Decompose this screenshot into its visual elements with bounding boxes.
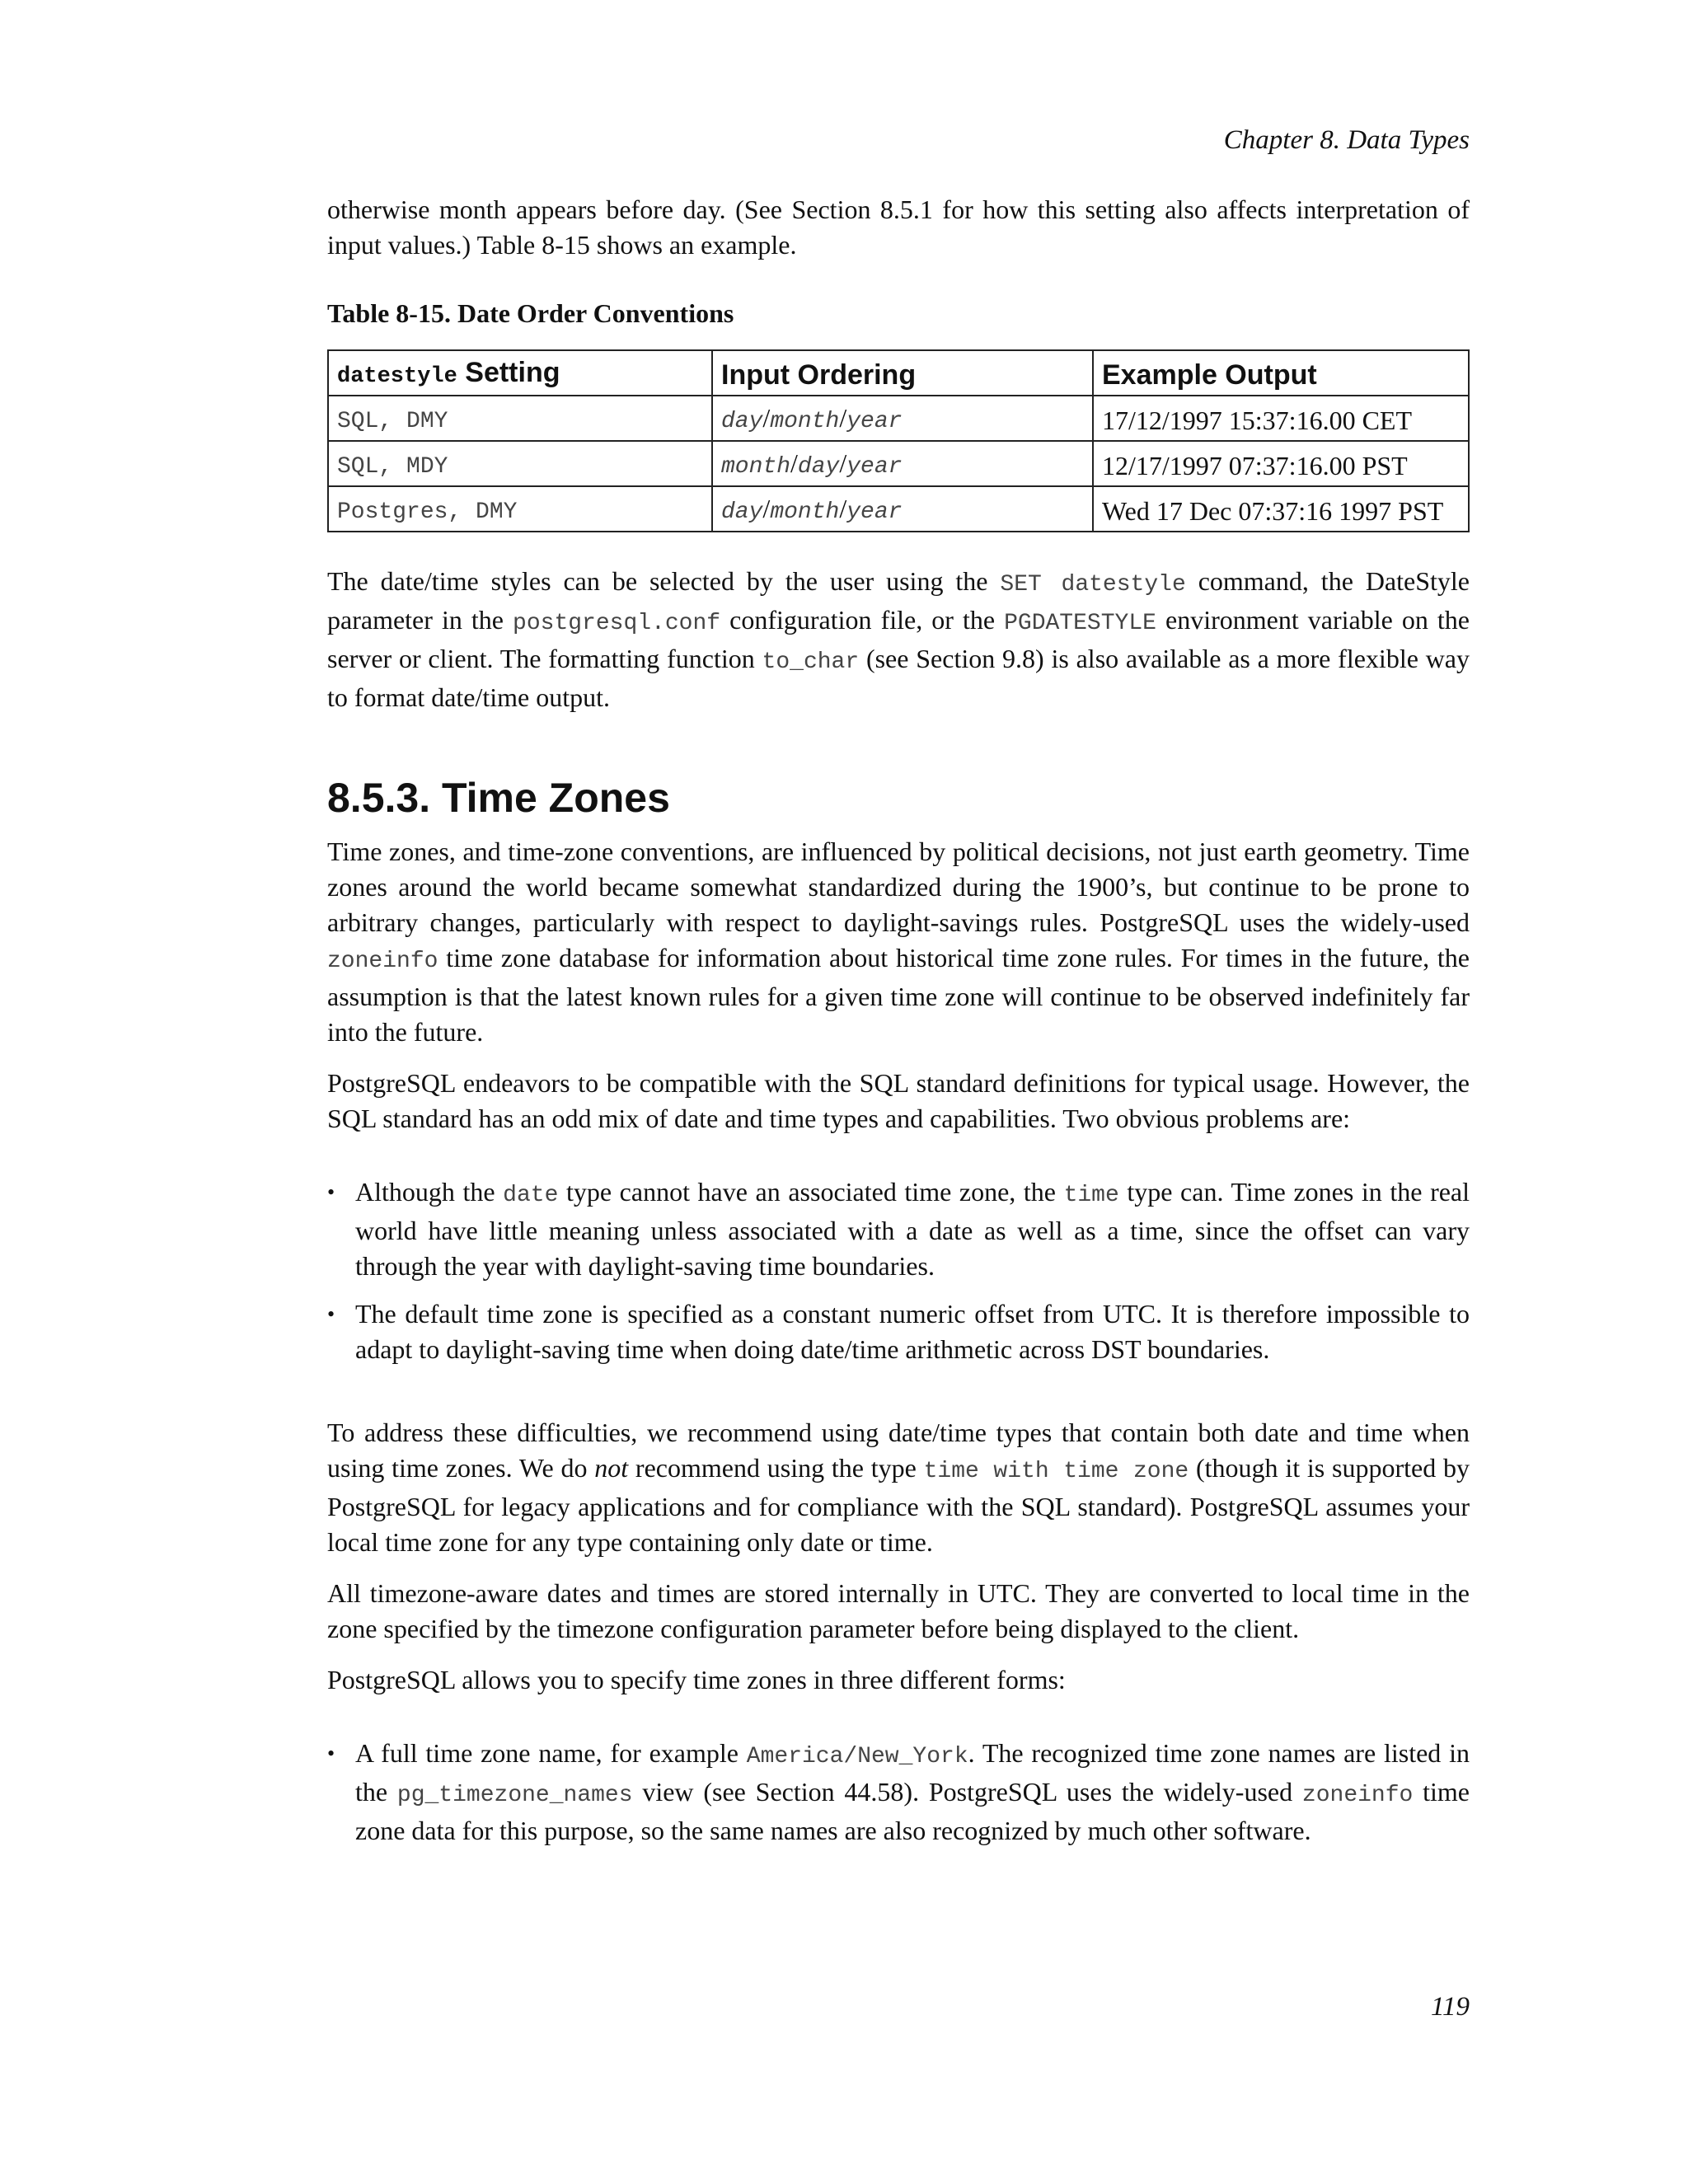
table-row [328, 486, 1469, 532]
cell-ordering: day/month/year [712, 396, 1093, 441]
list-item: • A full time zone name, for example America/New_York. The recognized time zone names are listed in the pg_timezone_names view (see Section 44.58). PostgreSQL uses the widely-used zoneinfo time zone data for this purpose, so the same names are also recognized by much other software. [327, 1736, 1470, 1849]
cell-setting: SQL, MDY [328, 441, 712, 486]
cell-output: 12/17/1997 07:37:16.00 PST [1093, 441, 1469, 486]
timezone-paragraph-4: All timezone-aware dates and times are stored internally in UTC. They are converted to local time in the zone specified by the timezone configuration parameter before being displayed to the client. [327, 1578, 1470, 1643]
header-datestyle-setting: datestyle Setting [328, 350, 712, 396]
cell-setting: Postgres, DMY [328, 486, 712, 532]
timezone-paragraph-3: To address these difficulties, we recommend using date/time types that contain both date and time when using time zones. We do not recommend using the type time with time zone (though it is supported by PostgreSQL for legacy applications and for compliance with the SQL standard). PostgreSQL assumes your local time zone for any type containing only date or time. [327, 1418, 1470, 1557]
page-number: 119 [1430, 1992, 1470, 2022]
section-heading: 8.5.3. Time Zones [327, 775, 670, 821]
problems-list [327, 1174, 1470, 1367]
cell-setting: SQL, DMY [328, 396, 712, 441]
timezone-paragraph-2: PostgreSQL endeavors to be compatible with the SQL standard definitions for typical usage. However, the SQL standard has an odd mix of date and time types and capabilities. Two obvious problems are: [327, 1068, 1470, 1133]
table-row [328, 396, 1469, 441]
date-order-table [327, 349, 1470, 532]
intro-paragraph: otherwise month appears before day. (See Section 8.5.1 for how this setting also affects interpretation of input values.) Table 8-15 shows an example. [327, 194, 1470, 260]
list-item: • Although the date type cannot have an associated time zone, the time type can. Time zones in the real world have little meaning unless associated with a date as well as a time, since the offset can vary through the year with daylight-saving time boundaries. [327, 1174, 1470, 1284]
cell-ordering: day/month/year [712, 486, 1093, 532]
table-row [328, 441, 1469, 486]
forms-list [327, 1736, 1470, 1849]
timezone-paragraph-5: PostgreSQL allows you to specify time zones in three different forms: [327, 1665, 1066, 1694]
header-input-ordering: Input Ordering [712, 350, 1093, 396]
cell-output: Wed 17 Dec 07:37:16 1997 PST [1093, 486, 1469, 532]
cell-output: 17/12/1997 15:37:16.00 CET [1093, 396, 1469, 441]
table-caption: Table 8-15. Date Order Conventions [327, 298, 734, 328]
page-content [327, 192, 1470, 1896]
cell-ordering: month/day/year [712, 441, 1093, 486]
list-item: • The default time zone is specified as a constant numeric offset from UTC. It is therefore impossible to adapt to daylight-saving time when doing date/time arithmetic across DST boundaries. [327, 1296, 1470, 1367]
header-example-output: Example Output [1093, 350, 1469, 396]
table-header-row [328, 350, 1469, 396]
running-header: Chapter 8. Data Types [1223, 125, 1470, 155]
timezone-paragraph-1: Time zones, and time-zone conventions, are influenced by political decisions, not just earth geometry. Time zones around the world became somewhat standardized during the 1900’s, but continue to be prone to arbitrary changes, particularly with respect to daylight-savings rules. PostgreSQL uses the widely-used zoneinfo time zone database for information about historical time zone rules. For times in the future, the assumption is that the latest known rules for a given time zone will continue to be observed indefinitely far into the future. [327, 837, 1470, 1047]
datestyle-paragraph: The date/time styles can be selected by the user using the SET datestyle command, the DateStyle parameter in the postgresql.conf configuration file, or the PGDATESTYLE environment variable on the server or client. The formatting function to_char (see Section 9.8) is also available as a more flexible way to format date/time output. [327, 566, 1470, 712]
